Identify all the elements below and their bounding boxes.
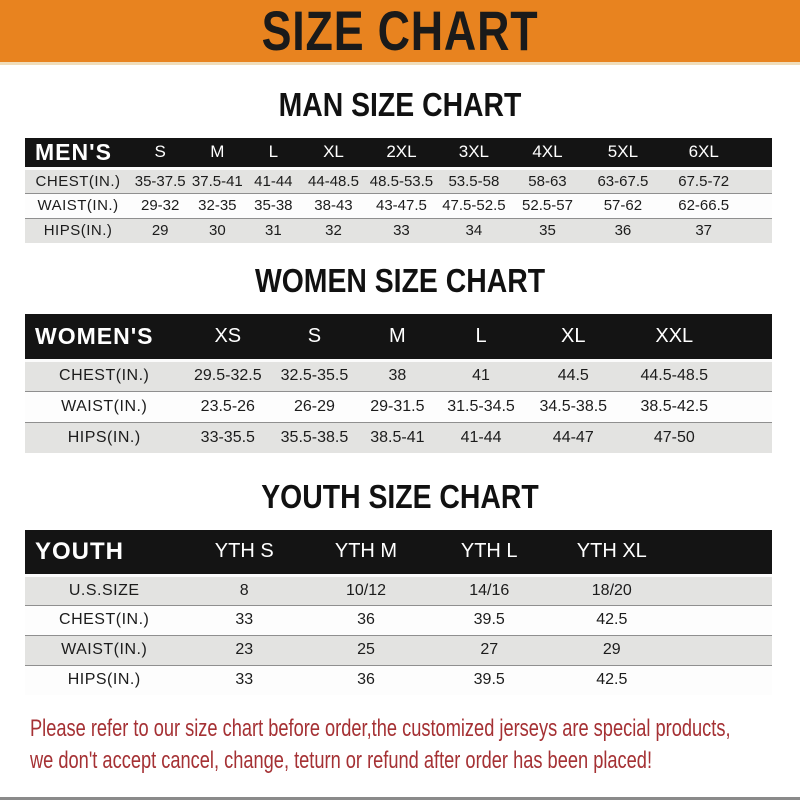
size-value: 37.5-41: [191, 172, 243, 190]
size-value: 41-44: [254, 172, 293, 190]
size-value: 35.5-38.5: [280, 428, 349, 446]
size-value: 39.5: [473, 611, 505, 628]
size-value: 26-29: [293, 397, 335, 415]
size-value: 44.5: [557, 367, 589, 384]
men-chest-row: [25, 168, 772, 193]
row-label: HIPS(IN.): [43, 222, 113, 240]
size-column-header: YTH L: [460, 540, 518, 563]
size-column-header: XXL: [655, 324, 694, 347]
youth-chest-row: [25, 605, 772, 635]
youth-header-row: [25, 530, 772, 575]
size-column-header: 5XL: [607, 142, 639, 162]
row-label: WAIST(IN.): [37, 197, 119, 214]
size-value: 10/12: [345, 581, 386, 599]
size-value: 31: [265, 222, 282, 240]
disclaimer-line-2: we don't accept cancel, change, teturn or refund after order has been placed!: [30, 747, 653, 774]
row-label: CHEST(IN.): [35, 172, 121, 190]
size-value: 36: [614, 222, 632, 240]
size-value: 31.5-34.5: [447, 397, 515, 415]
size-value: 47-50: [653, 428, 695, 446]
size-value: 38.5-42.5: [640, 397, 709, 415]
size-column-header: XS: [214, 324, 242, 347]
size-value: 29: [151, 222, 169, 240]
size-value: 47.5-52.5: [442, 197, 506, 214]
size-column-header: 6XL: [688, 142, 719, 162]
men-size-chart-section: [0, 87, 800, 243]
size-value: 32: [325, 222, 342, 240]
size-value: 33: [235, 671, 254, 689]
size-value: 38.5-41: [370, 428, 425, 446]
size-column-header: 3XL: [458, 142, 490, 162]
size-value: 44.5-48.5: [640, 367, 709, 384]
size-value: 29-31.5: [370, 397, 425, 415]
size-value: 62-66.5: [678, 197, 730, 214]
size-column-header: L: [475, 324, 487, 347]
row-label: WAIST(IN.): [61, 397, 148, 415]
size-value: 34: [465, 222, 483, 240]
size-chart-banner: [0, 0, 800, 65]
size-column-header: S: [307, 324, 322, 347]
size-value: 18/20: [591, 581, 632, 599]
size-column-header: YTH XL: [576, 540, 647, 563]
size-value: 53.5-58: [448, 172, 500, 190]
size-value: 63-67.5: [597, 172, 649, 190]
men-section-heading: MAN SIZE CHART: [278, 86, 522, 123]
size-column-header: S: [154, 142, 166, 162]
size-value: 42.5: [596, 611, 628, 628]
size-value: 48.5-53.5: [369, 172, 434, 190]
size-value: 29: [602, 641, 621, 658]
row-label: HIPS(IN.): [67, 671, 141, 689]
women-header-label: WOMEN'S: [35, 322, 154, 349]
size-value: 57-62: [603, 197, 643, 214]
size-value: 41: [472, 367, 490, 384]
size-column-header: M: [389, 324, 406, 347]
size-value: 42.5: [596, 671, 628, 689]
women-chest-row: [25, 360, 772, 391]
women-waist-row: [25, 391, 772, 422]
size-value: 67.5-72: [678, 172, 730, 190]
size-value: 41-44: [460, 428, 502, 446]
size-value: 44-48.5: [308, 172, 359, 190]
size-value: 35: [539, 222, 556, 240]
row-label: U.S.SIZE: [68, 581, 140, 599]
size-column-header: XL: [323, 142, 344, 162]
youth-section-heading: YOUTH SIZE CHART: [261, 478, 539, 515]
youth-header-label: YOUTH: [35, 537, 124, 565]
men-waist-row: [25, 193, 772, 218]
disclaimer-line-1: Please refer to our size chart before order,the customized jerseys are special products,: [30, 715, 731, 742]
size-value: 27: [480, 641, 499, 658]
size-value: 32-35: [198, 197, 237, 214]
size-value: 34.5-38.5: [539, 397, 608, 415]
youth-ussize-row: [25, 575, 772, 605]
women-header-row: [25, 314, 772, 360]
size-value: 44-47: [552, 428, 594, 446]
size-column-header: YTH S: [214, 540, 274, 563]
row-label: WAIST(IN.): [61, 641, 148, 658]
women-hips-row: [25, 422, 772, 453]
size-value: 14/16: [469, 581, 510, 599]
row-label: CHEST(IN.): [59, 367, 150, 384]
size-value: 37: [695, 222, 713, 240]
size-value: 23: [235, 641, 254, 658]
size-column-header: XL: [561, 324, 586, 347]
size-value: 29.5-32.5: [194, 367, 262, 384]
size-column-header: 4XL: [532, 142, 563, 162]
size-column-header: 2XL: [386, 142, 417, 162]
size-value: 33-35.5: [200, 428, 255, 446]
size-column-header: M: [210, 142, 225, 162]
youth-waist-row: [25, 635, 772, 665]
size-column-header: L: [268, 142, 279, 162]
women-size-table: [25, 314, 772, 453]
size-value: 52.5-57: [522, 197, 573, 214]
order-disclaimer-note: [30, 713, 800, 777]
size-value: 38: [388, 367, 407, 384]
men-hips-row: [25, 218, 772, 243]
size-value: 32.5-35.5: [280, 367, 349, 384]
size-value: 35-37.5: [134, 172, 186, 190]
men-header-row: [25, 138, 772, 168]
youth-size-chart-section: [0, 479, 800, 695]
size-value: 23.5-26: [200, 397, 255, 415]
size-column-header: YTH M: [334, 540, 398, 563]
banner-title: SIZE CHART: [261, 0, 539, 62]
size-value: 25: [357, 641, 375, 658]
size-value: 33: [235, 611, 254, 628]
women-section-heading: WOMEN SIZE CHART: [254, 262, 546, 299]
size-value: 36: [357, 671, 375, 689]
size-value: 43-47.5: [376, 197, 427, 214]
size-value: 8: [239, 581, 249, 599]
size-value: 29-32: [141, 197, 180, 214]
row-label: CHEST(IN.): [59, 611, 150, 628]
women-size-chart-section: [0, 263, 800, 453]
size-value: 38-43: [314, 197, 353, 214]
size-value: 58-63: [528, 172, 567, 190]
size-value: 36: [357, 611, 375, 628]
men-header-label: MEN'S: [35, 138, 112, 165]
youth-hips-row: [25, 665, 772, 695]
row-label: HIPS(IN.): [67, 428, 141, 446]
size-value: 30: [208, 222, 226, 240]
size-value: 35-38: [254, 197, 293, 214]
men-size-table: [25, 138, 772, 243]
youth-size-table: [25, 530, 772, 695]
size-value: 33: [393, 222, 410, 240]
size-value: 39.5: [473, 671, 505, 689]
